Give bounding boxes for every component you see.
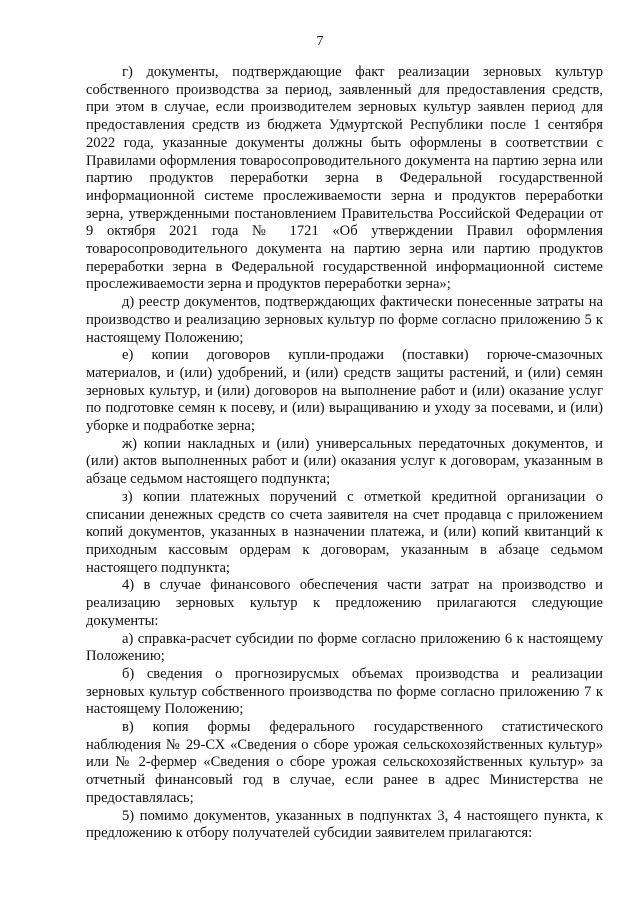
paragraph-item-5: 5) помимо документов, указанных в подпунктах 3, 4 настоящего пункта, к предложению к отбору получателей субсидии заявителем прилагаются: <box>86 807 603 842</box>
paragraph-z: з) копии платежных поручений с отметкой кредитной организации о списании денежных средств со счета заявителя на счет продавца с приложением копий документов, указанных в назначении платежа, и (или) копий квитанций к приходным кассовым ордерам к договорам, указанным в абзаце седьмом настоящего подпункта; <box>86 488 603 576</box>
page-number: 7 <box>316 34 324 49</box>
paragraph-g: г) документы, подтверждающие факт реализации зерновых культур собственного производства за период, заявленный для предоставления средств, при этом в случае, если производителем зерновых культур заявлен период для предоставления средств из бюджета Удмуртской Республики после 1 сентября 2022 года, указанные документы должны быть оформлены в соответствии с Правилами оформления товаросопроводительного документа на партию зерна или партию продуктов переработки зерна в Федеральной государственной информационной системе прослеживаемости зерна и продуктов переработки зерна, утвержденными постановлением Правительства Российской Федерации от 9 октября 2021 года № 1721 «Об утверждении Правил оформления товаросопроводительного документа на партию зерна или партию продуктов переработки зерна в Федеральной государственной информационной системе прослеживаемости зерна и продуктов переработки зерна»; <box>86 64 603 293</box>
paragraph-zh: ж) копии накладных и (или) универсальных передаточных документов, и (или) актов выполненных работ и (или) оказания услуг к договорам, указанным в абзаце седьмом настоящего подпункта; <box>86 435 603 488</box>
paragraph-a: а) справка-расчет субсидии по форме согласно приложению 6 к настоящему Положению; <box>86 630 603 665</box>
paragraph-b: б) сведения о прогнозирусмых объемах производства и реализации зерновых культур собственного производства по форме согласно приложению 7 к настоящему Положению; <box>86 665 603 718</box>
paragraph-e: е) копии договоров купли-продажи (поставки) горюче-смазочных материалов, и (или) удобрений, и (или) средств защиты растений, и (или) семян зерновых культур, и (или) договоров на выполнение работ и (или) оказание услуг по подготовке семян к посеву, и (или) выращиванию и уходу за посевами, и (или) уборке и подработке зерна; <box>86 347 603 435</box>
paragraph-v: в) копия формы федерального государственного статистического наблюдения № 29-СХ «Сведения о сборе урожая сельскохозяйственных культур» или № 2-фермер «Сведения о сборе урожая сельскохозяйственных культур» за отчетный финансовый год в случае, если ранее в адрес Министерства не предоставлялась; <box>86 719 603 806</box>
paragraph-d: д) реестр документов, подтверждающих фактически понесенные затраты на производство и реализацию зерновых культур по форме согласно приложению 5 к настоящему Положению; <box>86 294 603 346</box>
paragraph-item-4: 4) в случае финансового обеспечения части затрат на производство и реализацию зерновых культур к предложению прилагаются следующие документы: <box>86 577 603 629</box>
document-body <box>86 64 603 843</box>
